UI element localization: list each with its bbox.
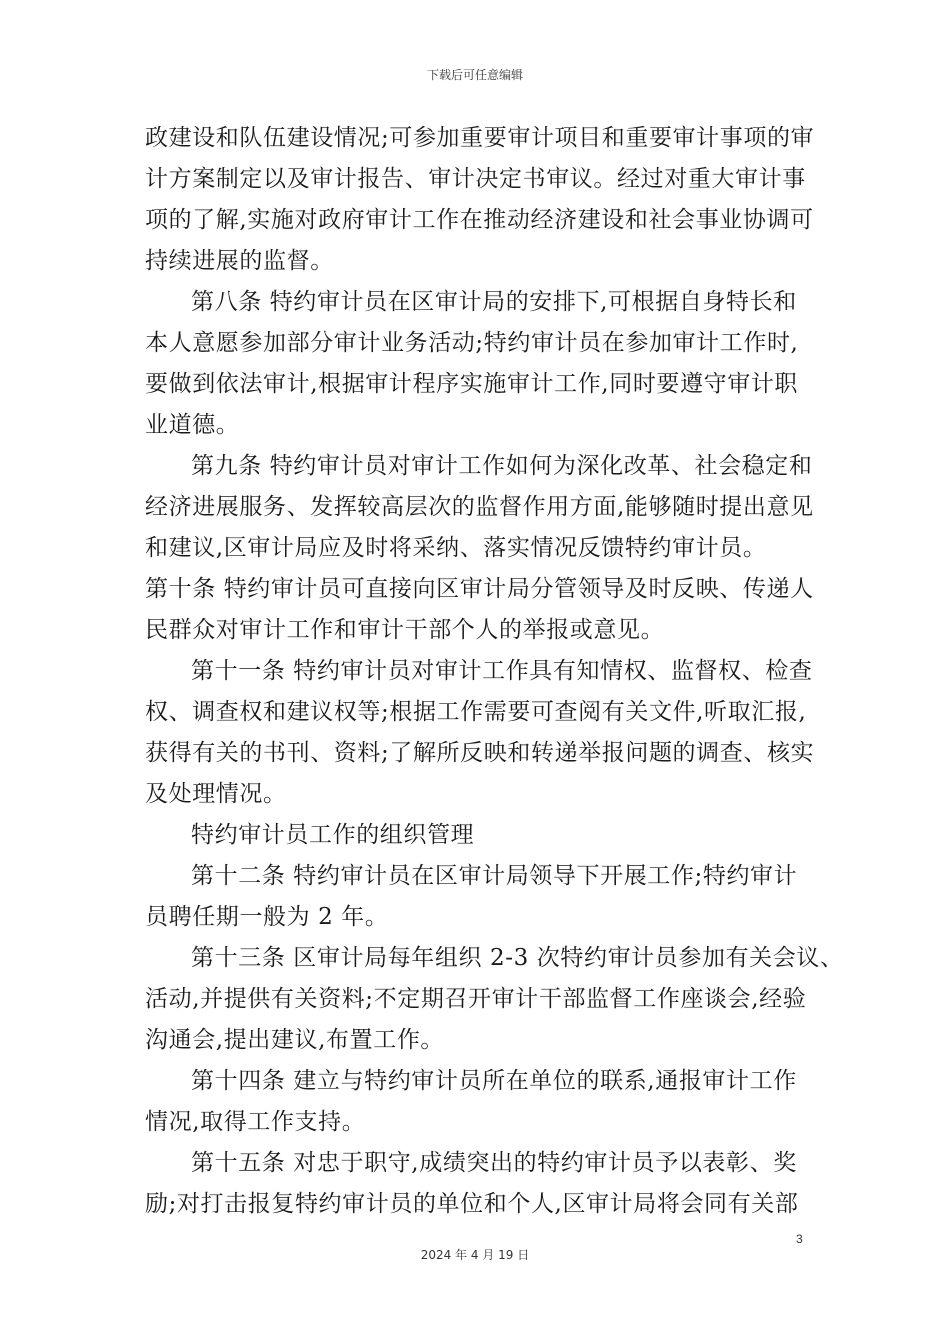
text-line: 民群众对审计工作和审计干部个人的举报或意见。: [145, 617, 665, 643]
text-line: 第十二条 特约审计员在区审计局领导下开展工作;特约审计: [191, 863, 798, 889]
document-body: [145, 118, 844, 1225]
text-line: 项的了解,实施对政府审计工作在推动经济建设和社会事业协调可: [145, 207, 814, 233]
text-line: 特约审计员工作的组织管理: [191, 822, 475, 848]
text-line: 第十一条 特约审计员对审计工作具有知情权、监督权、检查: [191, 658, 813, 684]
text-line: 及处理情况。: [145, 781, 287, 807]
text-line: 第九条 特约审计员对审计工作如何为深化改革、社会稳定和: [191, 453, 813, 479]
text-line: 业道德。: [145, 412, 240, 438]
page-footer-date: 2024 年 4 月 19 日: [420, 1248, 530, 1262]
text-line: 经济进展服务、发挥较高层次的监督作用方面,能够随时提出意见: [145, 494, 814, 520]
text-line: 第十条 特约审计员可直接向区审计局分管领导及时反映、传递人: [145, 576, 814, 602]
text-line: 第十三条 区审计局每年组织 2-3 次特约审计员参加有关会议、: [191, 945, 844, 971]
page-header: 下载后可任意编辑: [426, 68, 523, 82]
text-line: 励;对打击报复特约审计员的单位和个人,区审计局将会同有关部: [145, 1191, 799, 1217]
text-line: 活动,并提供有关资料;不定期召开审计干部监督工作座谈会,经验: [145, 986, 807, 1012]
text-line: 要做到依法审计,根据审计程序实施审计工作,同时要遵守审计职: [145, 371, 799, 397]
text-line: 第十四条 建立与特约审计员所在单位的联系,通报审计工作: [191, 1068, 797, 1094]
text-line: 沟通会,提出建议,布置工作。: [145, 1027, 445, 1053]
text-line: 本人意愿参加部分审计业务活动;特约审计员在参加审计工作时,: [145, 330, 799, 356]
text-line: 获得有关的书刊、资料;了解所反映和转递举报问题的调查、核实: [145, 740, 815, 766]
text-line: 第十五条 对忠于职守,成绩突出的特约审计员予以表彰、奖: [191, 1150, 797, 1176]
text-line: 员聘任期一般为 2 年。: [145, 904, 389, 930]
page-number: 3: [796, 1232, 803, 1246]
text-line: 计方案制定以及审计报告、审计决定书审议。经过对重大审计事: [145, 166, 806, 192]
text-line: 持续进展的监督。: [145, 248, 334, 274]
text-line: 政建设和队伍建设情况;可参加重要审计项目和重要审计事项的审: [145, 125, 815, 151]
text-line: 第八条 特约审计员在区审计局的安排下,可根据自身特长和: [191, 289, 797, 315]
text-line: 和建议,区审计局应及时将采纳、落实情况反馈特约审计员。: [145, 535, 767, 561]
text-line: 情况,取得工作支持。: [145, 1109, 366, 1135]
text-line: 权、调查权和建议权等;根据工作需要可查阅有关文件,听取汇报,: [145, 699, 807, 725]
